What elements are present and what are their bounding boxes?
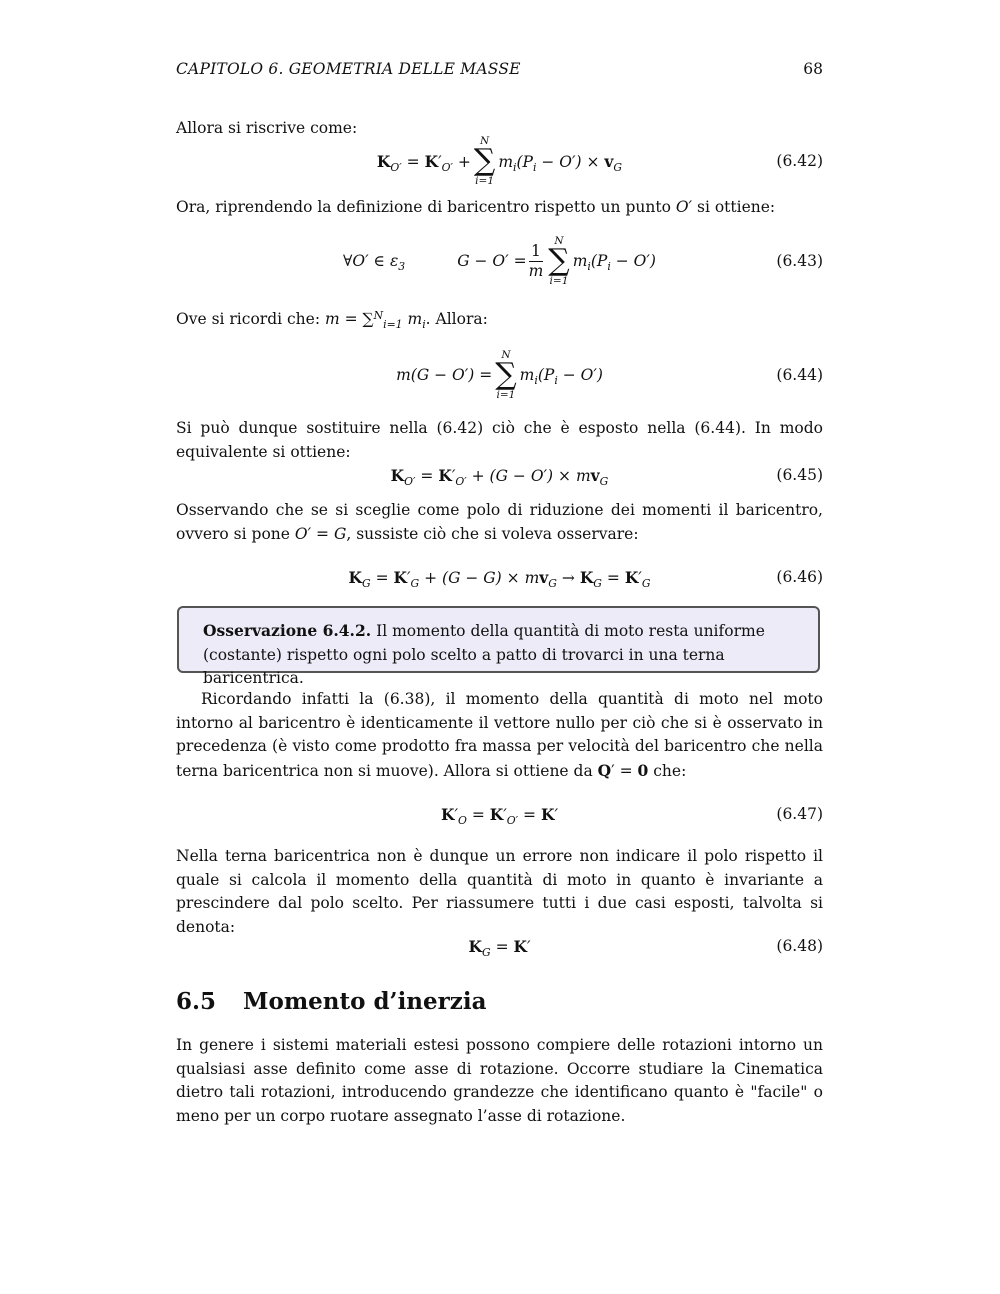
remark-box [177,606,820,687]
paragraph-mass-def: Ove si ricordi che: m = ∑$^N_{i=1}$ $m_i$. Allora: [176,309,488,331]
page-header [176,60,823,78]
equation-number: (6.43) [776,252,823,270]
equation-number: (6.46) [776,568,823,586]
section-title: Momento d’inerzia [243,988,487,1015]
equation-number: (6.48) [776,937,823,955]
equation-6-43: ∀O′ ∈ $\varepsilon_3$ G − O′ = $\frac{1}{m}$ N ∑ i=1 $m_i(P_i - O')$ (6.43) [343,234,823,287]
remark-label: Osservazione 6.4.2. [203,621,372,640]
paragraph-invariance: Nella terna baricentrica non è dunque un errore non indicare il polo rispetto il quale si calcola il momento della quantità di moto in quanto è invariante a prescindere dal polo scelto. Per riassumere tutti i due casi esposti, talvolta si denota: [176,847,823,936]
equation-number: (6.45) [776,466,823,484]
page-number: 68 [803,60,823,78]
paragraph-intro: Allora si riscrive come: [176,119,358,137]
paragraph-barycenter-def: Ora, riprendendo la definizione di baricentro rispetto un punto O′ si ottiene: [176,198,776,216]
equation-6-46: $K_G = K'_G + (G - G) \times mv_G \to K_G = K'_G$ (6.46) [348,567,823,590]
equation-6-44: m(G − O′) = N ∑ i=1 $m_i(P_i - O')$ (6.44) [396,348,823,401]
equation-number: (6.44) [776,366,823,384]
paragraph-recall: Ricordando infatti la (6.38), il momento della quantità di moto nel moto intorno al baricentro è identicamente il vettore nullo per ciò che si è osservato in precedenza (è visto come prodotto fra massa per velocità del baricentro che nella terna baricentrica non si muove). Allora si ottiene da Q′ = 0 che: [176,690,823,780]
running-title: CAPITOLO 6. GEOMETRIA DELLE MASSE [176,60,521,78]
section-heading [176,988,486,1015]
paragraph-observation: Osservando che se si sceglie come polo di riduzione dei momenti il baricentro, ovvero si pone O′ = G, sussiste ciò che si voleva osservare: [176,501,823,543]
equation-number: (6.42) [776,152,823,170]
paragraph-substitution: Si può dunque sostituire nella (6.42) ciò che è esposto nella (6.44). In modo equivalente si ottiene: [176,419,823,461]
remark-text: Il momento della quantità di moto resta uniforme (costante) rispetto ogni polo scelto a patto di trovarci in una terna baricentrica. [203,622,765,687]
equation-6-48: $K_G = K'$ (6.48) [468,936,823,959]
equation-6-42: $K_{O'} = K'_{O'}$ + N ∑ i=1 $m_i(P_i - O') \times v_G$ (6.42) [376,134,823,187]
equation-6-45: $K_{O'} = K'_{O'} + (G - O') \times mv_G$ (6.45) [390,465,823,488]
equation-number: (6.47) [776,805,823,823]
section-number: 6.5 [176,988,217,1015]
equation-6-47: $K'_O = K'_{O'} = K'$ (6.47) [441,804,823,827]
paragraph-section-intro: In genere i sistemi materiali estesi possono compiere delle rotazioni intorno un qualsiasi asse definito come asse di rotazione. Occorre studiare la Cinematica dietro tali rotazioni, introducendo grandezze che identificano quanto è "facile" o meno per un corpo ruotare assegnato l’asse di rotazione. [176,1036,823,1125]
